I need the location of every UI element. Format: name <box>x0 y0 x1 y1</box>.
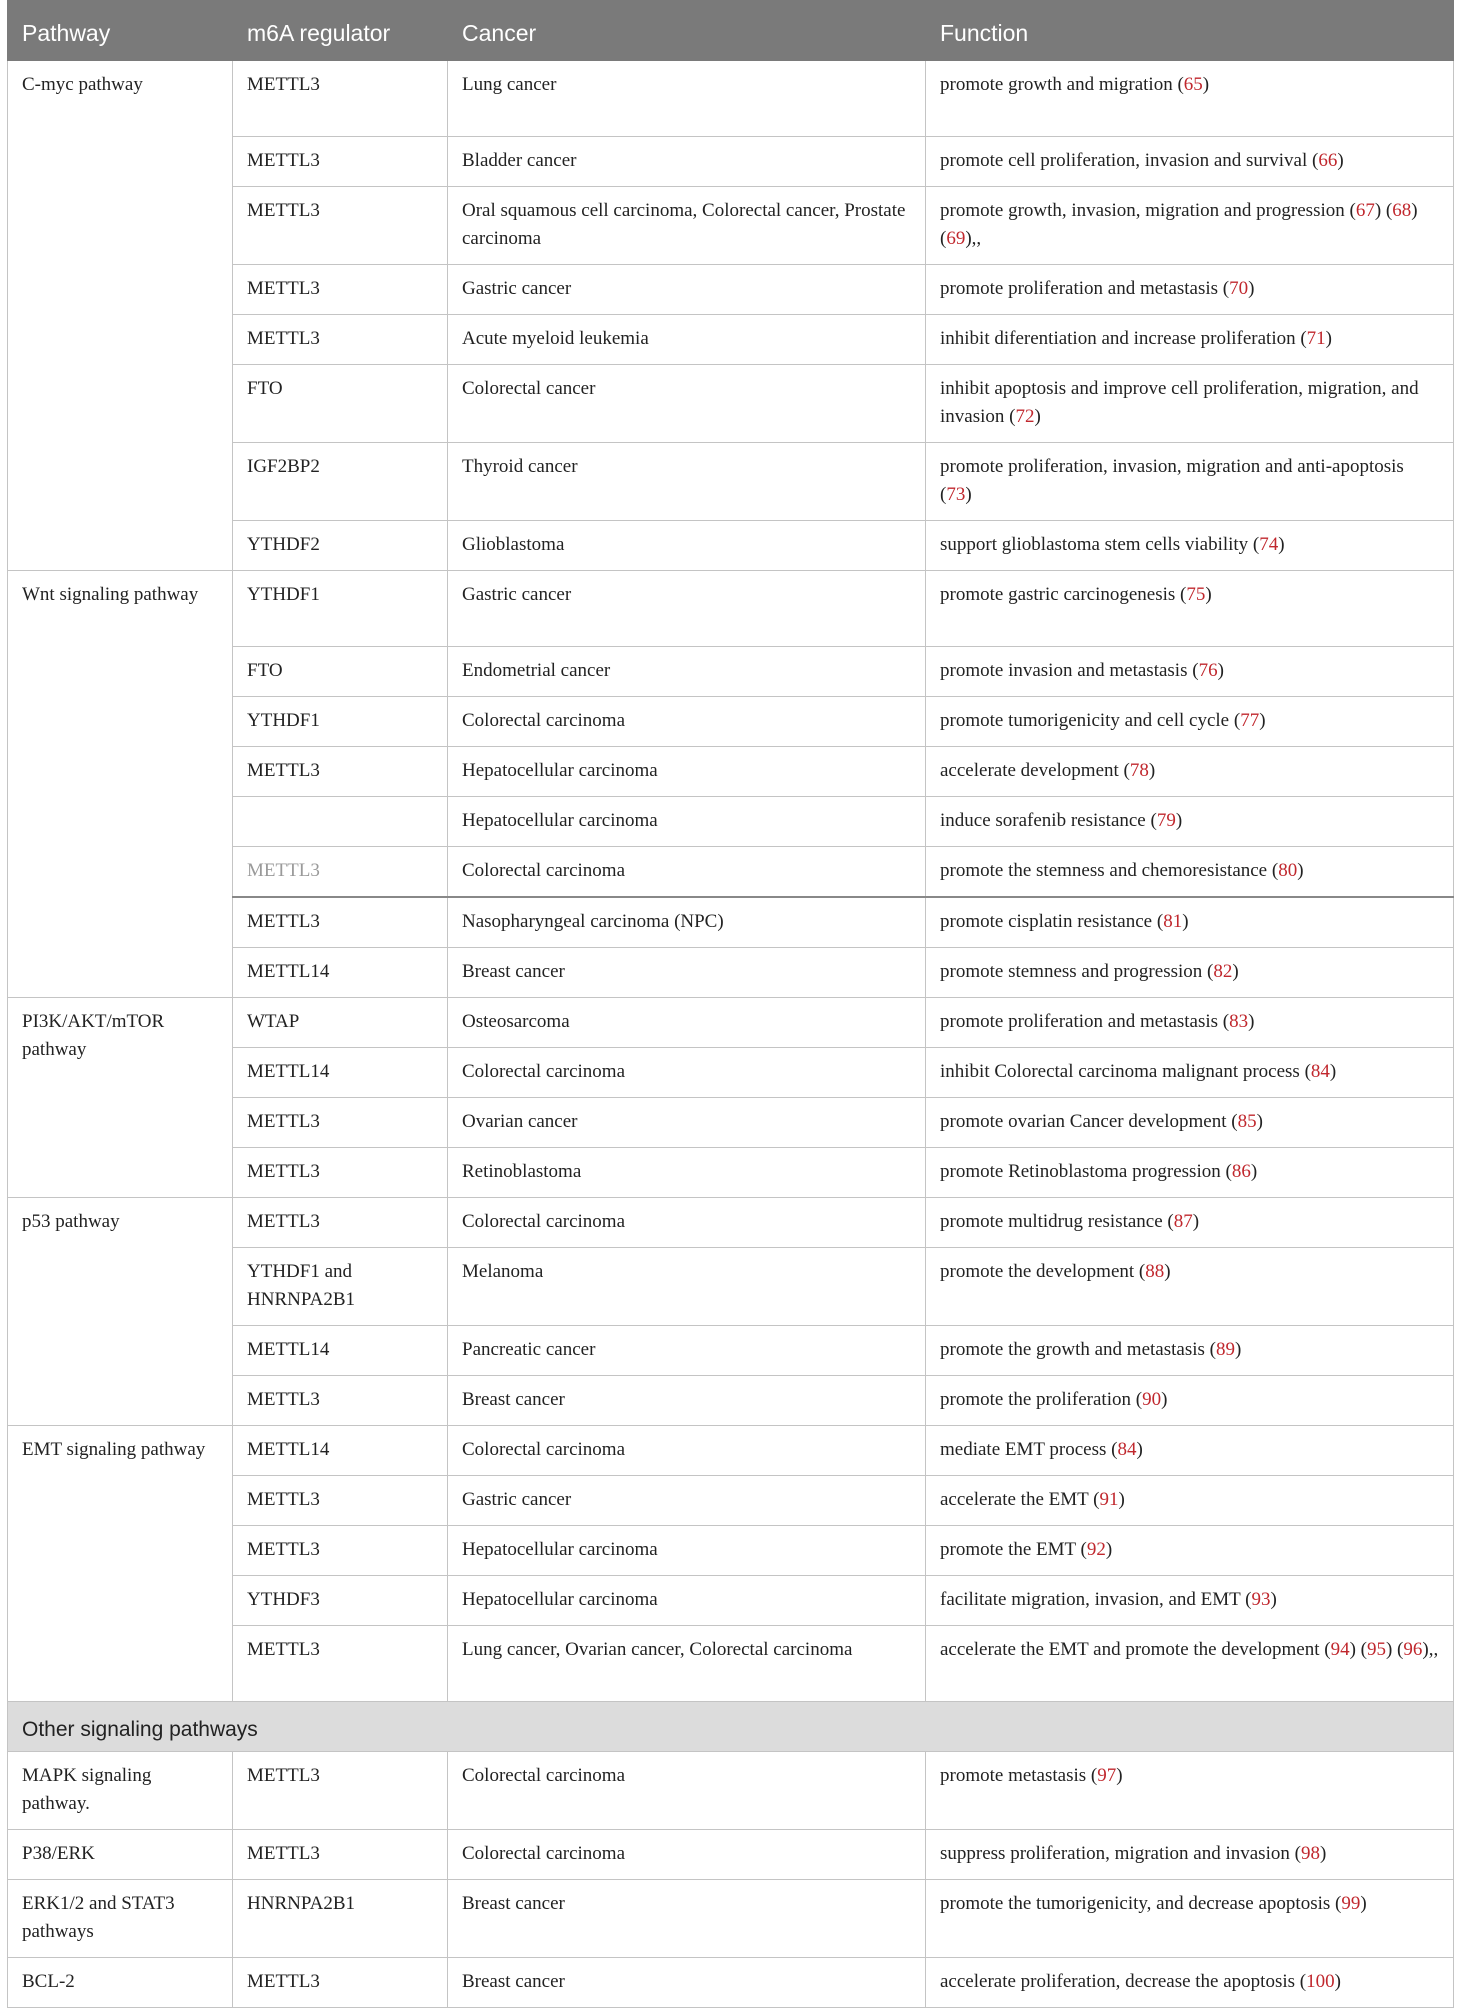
function-text: promote stemness and progression ( <box>940 961 1214 982</box>
function-suffix: ) <box>1164 1261 1171 1282</box>
cancer-cell: Gastric cancer <box>448 1476 926 1526</box>
function-text: promote the tumorigenicity, and decrease apoptosis ( <box>940 1893 1342 1914</box>
reference-link[interactable]: 78 <box>1129 760 1149 781</box>
reference-link[interactable]: 70 <box>1229 278 1249 299</box>
table-row <box>8 1198 1454 1248</box>
pathway-cell: PI3K/AKT/mTOR pathway <box>8 998 233 1198</box>
regulator-table <box>7 0 1454 2008</box>
function-suffix: ) <box>1202 74 1210 95</box>
function-suffix: ) <box>1329 1061 1337 1082</box>
function-text: promote proliferation, invasion, migration and anti-apoptosis ( <box>940 456 1404 505</box>
function-suffix: ) <box>965 484 972 505</box>
function-text: support glioblastoma stem cells viability ( <box>940 534 1260 555</box>
cancer-cell: Bladder cancer <box>448 137 926 187</box>
regulator-cell: METTL3 <box>233 1752 448 1830</box>
reference-link[interactable]: 68 <box>1392 200 1412 221</box>
reference-link[interactable]: 77 <box>1240 710 1260 731</box>
reference-link[interactable]: 84 <box>1310 1061 1330 1082</box>
reference-link[interactable]: 91 <box>1099 1489 1119 1510</box>
function-text: promote the development ( <box>940 1261 1146 1282</box>
header-regulator: m6A regulator <box>233 1 448 61</box>
function-suffix: ) <box>1334 1971 1341 1992</box>
function-cell <box>926 1098 1454 1148</box>
function-suffix: ),, <box>1422 1639 1439 1660</box>
function-cell <box>926 1148 1454 1198</box>
function-cell <box>926 1576 1454 1626</box>
cancer-cell: Ovarian cancer <box>448 1098 926 1148</box>
cancer-cell: Colorectal carcinoma <box>448 847 926 898</box>
cancer-cell: Colorectal carcinoma <box>448 1048 926 1098</box>
cancer-cell: Gastric cancer <box>448 571 926 647</box>
function-cell: promote growth, invasion, migration and progression (67) (68) (69),, <box>926 187 1454 265</box>
cancer-cell: Breast cancer <box>448 1958 926 2008</box>
function-cell <box>926 998 1454 1048</box>
cancer-cell: Nasopharyngeal carcinoma (NPC) <box>448 897 926 948</box>
function-suffix: ) <box>1337 150 1344 171</box>
regulator-cell: METTL3 <box>233 1830 448 1880</box>
function-suffix: ) <box>1217 660 1224 681</box>
function-text: suppress proliferation, migration and invasion ( <box>940 1843 1301 1864</box>
regulator-cell: METTL3 <box>233 747 448 797</box>
function-suffix: ) <box>1278 534 1285 555</box>
regulator-cell: HNRNPA2B1 <box>233 1880 448 1958</box>
function-text: promote the EMT ( <box>940 1539 1087 1560</box>
reference-link[interactable]: 75 <box>1186 584 1206 605</box>
function-text: accelerate the EMT and promote the development ( <box>940 1639 1331 1660</box>
function-text: promote the proliferation ( <box>940 1389 1143 1410</box>
function-text: promote growth, invasion, migration and progression ( <box>940 200 1356 221</box>
function-suffix: ) <box>1232 961 1239 982</box>
regulator-cell: YTHDF1 <box>233 571 448 647</box>
function-cell <box>926 521 1454 571</box>
cancer-cell: Oral squamous cell carcinoma, Colorectal cancer, Prostate carcinoma <box>448 187 926 265</box>
function-suffix: ) <box>1118 1489 1125 1510</box>
regulator-cell: YTHDF3 <box>233 1576 448 1626</box>
reference-link[interactable]: 71 <box>1306 328 1326 349</box>
cancer-cell: Colorectal carcinoma <box>448 1426 926 1476</box>
regulator-cell: FTO <box>233 365 448 443</box>
cancer-cell: Thyroid cancer <box>448 443 926 521</box>
function-suffix: ) <box>1256 1111 1263 1132</box>
function-text: promote ovarian Cancer development ( <box>940 1111 1238 1132</box>
reference-link[interactable]: 96 <box>1403 1639 1423 1660</box>
function-cell <box>926 1830 1454 1880</box>
table-row <box>8 1830 1454 1880</box>
cancer-cell: Colorectal carcinoma <box>448 697 926 747</box>
regulator-cell: METTL3 <box>233 61 448 137</box>
table-row <box>8 1880 1454 1958</box>
function-suffix: ) <box>1161 1389 1168 1410</box>
function-suffix: ),, <box>965 228 982 249</box>
regulator-cell: METTL3 <box>233 1958 448 2008</box>
regulator-cell: METTL3 <box>233 315 448 365</box>
table-row <box>8 571 1454 647</box>
function-cell <box>926 365 1454 443</box>
function-cell <box>926 1958 1454 2008</box>
cancer-cell: Colorectal cancer <box>448 365 926 443</box>
table-row <box>8 1752 1454 1830</box>
function-cell <box>926 1880 1454 1958</box>
regulator-cell: YTHDF1 and HNRNPA2B1 <box>233 1248 448 1326</box>
cancer-cell: Lung cancer, Ovarian cancer, Colorectal carcinoma <box>448 1626 926 1702</box>
reference-link[interactable]: 82 <box>1213 961 1233 982</box>
function-suffix: ) <box>1248 1011 1255 1032</box>
pathway-cell: ERK1/2 and STAT3 pathways <box>8 1880 233 1958</box>
function-text: accelerate development ( <box>940 760 1130 781</box>
function-text: promote the stemness and chemoresistance ( <box>940 860 1279 881</box>
section-label: Other signaling pathways <box>8 1702 1454 1752</box>
reference-link[interactable]: 99 <box>1341 1893 1361 1914</box>
reference-link[interactable]: 74 <box>1259 534 1279 555</box>
function-text: accelerate proliferation, decrease the apoptosis ( <box>940 1971 1307 1992</box>
function-text: promote metastasis ( <box>940 1765 1098 1786</box>
reference-link[interactable]: 69 <box>946 228 966 249</box>
pathway-cell: MAPK signaling pathway. <box>8 1752 233 1830</box>
cancer-cell: Breast cancer <box>448 1376 926 1426</box>
reference-link[interactable]: 87 <box>1173 1211 1193 1232</box>
function-cell <box>926 1048 1454 1098</box>
table-row <box>8 998 1454 1048</box>
cancer-cell: Colorectal carcinoma <box>448 1198 926 1248</box>
cancer-cell: Hepatocellular carcinoma <box>448 747 926 797</box>
cancer-cell: Retinoblastoma <box>448 1148 926 1198</box>
pathway-cell: P38/ERK <box>8 1830 233 1880</box>
regulator-cell: YTHDF2 <box>233 521 448 571</box>
regulator-cell: METTL14 <box>233 1048 448 1098</box>
function-text: promote cell proliferation, invasion and survival ( <box>940 150 1319 171</box>
cancer-cell: Hepatocellular carcinoma <box>448 797 926 847</box>
pathway-cell: Wnt signaling pathway <box>8 571 233 998</box>
function-cell <box>926 948 1454 998</box>
regulator-cell: IGF2BP2 <box>233 443 448 521</box>
function-cell: accelerate the EMT and promote the development (94) (95) (96),, <box>926 1626 1454 1702</box>
function-suffix: ) <box>1192 1211 1200 1232</box>
reference-link[interactable]: 79 <box>1156 810 1176 831</box>
reference-link[interactable]: 84 <box>1117 1439 1137 1460</box>
cancer-cell: Lung cancer <box>448 61 926 137</box>
reference-link[interactable]: 90 <box>1142 1389 1162 1410</box>
function-text: facilitate migration, invasion, and EMT ( <box>940 1589 1252 1610</box>
function-cell <box>926 315 1454 365</box>
regulator-cell: YTHDF1 <box>233 697 448 747</box>
function-cell <box>926 697 1454 747</box>
regulator-cell: METTL3 <box>233 897 448 948</box>
function-cell <box>926 1376 1454 1426</box>
function-suffix: ) <box>1205 584 1212 605</box>
reference-link[interactable]: 92 <box>1086 1539 1106 1560</box>
reference-link[interactable]: 80 <box>1278 860 1298 881</box>
function-cell <box>926 1248 1454 1326</box>
function-suffix: ) <box>1116 1765 1123 1786</box>
function-text: promote multidrug resistance ( <box>940 1211 1174 1232</box>
regulator-cell: METTL3 <box>233 265 448 315</box>
function-text: promote cisplatin resistance ( <box>940 911 1164 932</box>
function-cell <box>926 847 1454 898</box>
regulator-cell: METTL3 <box>233 1526 448 1576</box>
regulator-cell: METTL14 <box>233 1326 448 1376</box>
reference-link[interactable]: 97 <box>1097 1765 1117 1786</box>
function-text: promote tumorigenicity and cell cycle ( <box>940 710 1241 731</box>
pathway-cell: C-myc pathway <box>8 61 233 571</box>
cancer-cell: Melanoma <box>448 1248 926 1326</box>
cancer-cell: Gastric cancer <box>448 265 926 315</box>
function-cell <box>926 1476 1454 1526</box>
function-suffix: ) <box>1250 1161 1258 1182</box>
table-body <box>8 61 1454 2008</box>
reference-link[interactable]: 83 <box>1229 1011 1249 1032</box>
regulator-cell: METTL3 <box>233 137 448 187</box>
function-suffix: ) <box>1105 1539 1113 1560</box>
regulator-cell: METTL3 <box>233 1148 448 1198</box>
function-text: promote proliferation and metastasis ( <box>940 1011 1230 1032</box>
header-row <box>8 1 1454 61</box>
cancer-cell: Colorectal carcinoma <box>448 1830 926 1880</box>
cancer-cell: Colorectal carcinoma <box>448 1752 926 1830</box>
function-text: mediate EMT process ( <box>940 1439 1118 1460</box>
cancer-cell: Hepatocellular carcinoma <box>448 1526 926 1576</box>
function-suffix: ) <box>1360 1893 1367 1914</box>
regulator-cell: FTO <box>233 647 448 697</box>
function-text: promote gastric carcinogenesis ( <box>940 584 1187 605</box>
function-suffix: ) <box>1297 860 1304 881</box>
cancer-cell: Glioblastoma <box>448 521 926 571</box>
function-text: induce sorafenib resistance ( <box>940 810 1157 831</box>
function-suffix: ) <box>1034 406 1041 427</box>
function-suffix: ) <box>1325 328 1332 349</box>
cancer-cell: Hepatocellular carcinoma <box>448 1576 926 1626</box>
function-suffix: ) <box>1248 278 1255 299</box>
reference-link[interactable]: 86 <box>1231 1161 1251 1182</box>
function-text: inhibit apoptosis and improve cell proliferation, migration, and invasion ( <box>940 378 1419 427</box>
table-row <box>8 1958 1454 2008</box>
function-suffix: ) <box>1270 1589 1277 1610</box>
regulator-cell: METTL3 <box>233 1626 448 1702</box>
regulator-cell: METTL14 <box>233 1426 448 1476</box>
cancer-cell: Pancreatic cancer <box>448 1326 926 1376</box>
header-cancer: Cancer <box>448 1 926 61</box>
reference-link[interactable]: 73 <box>946 484 966 505</box>
reference-link[interactable]: 94 <box>1330 1639 1350 1660</box>
cancer-cell: Osteosarcoma <box>448 998 926 1048</box>
table-row <box>8 1426 1454 1476</box>
function-suffix: ) <box>1175 810 1183 831</box>
function-cell <box>926 571 1454 647</box>
function-suffix: ) <box>1148 760 1156 781</box>
function-text: promote invasion and metastasis ( <box>940 660 1199 681</box>
function-cell <box>926 443 1454 521</box>
function-cell <box>926 797 1454 847</box>
function-cell <box>926 1198 1454 1248</box>
reference-link[interactable]: 93 <box>1251 1589 1271 1610</box>
function-cell <box>926 647 1454 697</box>
reference-link[interactable]: 100 <box>1306 1971 1335 1992</box>
function-cell <box>926 1326 1454 1376</box>
function-suffix: ) <box>1319 1843 1327 1864</box>
reference-link[interactable]: 67 <box>1355 200 1375 221</box>
reference-link[interactable]: 95 <box>1366 1639 1386 1660</box>
regulator-cell: WTAP <box>233 998 448 1048</box>
pathway-cell: EMT signaling pathway <box>8 1426 233 1702</box>
reference-link[interactable]: 81 <box>1163 911 1183 932</box>
pathway-cell: p53 pathway <box>8 1198 233 1426</box>
header-pathway: Pathway <box>8 1 233 61</box>
pathway-cell: BCL-2 <box>8 1958 233 2008</box>
reference-link[interactable]: 65 <box>1183 74 1203 95</box>
regulator-cell: METTL3 <box>233 1476 448 1526</box>
reference-link[interactable]: 66 <box>1318 150 1338 171</box>
function-cell <box>926 1426 1454 1476</box>
function-text: inhibit Colorectal carcinoma malignant process ( <box>940 1061 1311 1082</box>
function-cell <box>926 1752 1454 1830</box>
function-cell <box>926 137 1454 187</box>
reference-link[interactable]: 72 <box>1015 406 1035 427</box>
reference-link[interactable]: 76 <box>1198 660 1218 681</box>
function-text: promote the growth and metastasis ( <box>940 1339 1216 1360</box>
cancer-cell: Acute myeloid leukemia <box>448 315 926 365</box>
function-cell <box>926 747 1454 797</box>
function-suffix: ) <box>1234 1339 1242 1360</box>
regulator-cell: METTL3 <box>233 1198 448 1248</box>
section-row <box>8 1702 1454 1752</box>
function-suffix: ) <box>1259 710 1266 731</box>
regulator-cell: METTL3 <box>233 847 448 898</box>
header-function: Function <box>926 1 1454 61</box>
cancer-cell: Breast cancer <box>448 1880 926 1958</box>
function-cell <box>926 1526 1454 1576</box>
regulator-cell: METTL3 <box>233 1376 448 1426</box>
reference-link[interactable]: 85 <box>1237 1111 1257 1132</box>
regulator-cell: METTL14 <box>233 948 448 998</box>
regulator-cell <box>233 797 448 847</box>
function-suffix: ) <box>1182 911 1189 932</box>
function-text: accelerate the EMT ( <box>940 1489 1100 1510</box>
function-cell <box>926 265 1454 315</box>
function-text: promote Retinoblastoma progression ( <box>940 1161 1232 1182</box>
function-cell <box>926 61 1454 137</box>
regulator-cell: METTL3 <box>233 187 448 265</box>
table-row <box>8 61 1454 137</box>
reference-link[interactable]: 89 <box>1215 1339 1235 1360</box>
function-cell <box>926 897 1454 948</box>
cancer-cell: Breast cancer <box>448 948 926 998</box>
reference-link[interactable]: 98 <box>1300 1843 1320 1864</box>
reference-link[interactable]: 88 <box>1145 1261 1165 1282</box>
function-text: promote growth and migration ( <box>940 74 1184 95</box>
regulator-cell: METTL3 <box>233 1098 448 1148</box>
function-text: promote proliferation and metastasis ( <box>940 278 1230 299</box>
function-suffix: ) <box>1136 1439 1143 1460</box>
function-text: inhibit diferentiation and increase proliferation ( <box>940 328 1307 349</box>
cancer-cell: Endometrial cancer <box>448 647 926 697</box>
